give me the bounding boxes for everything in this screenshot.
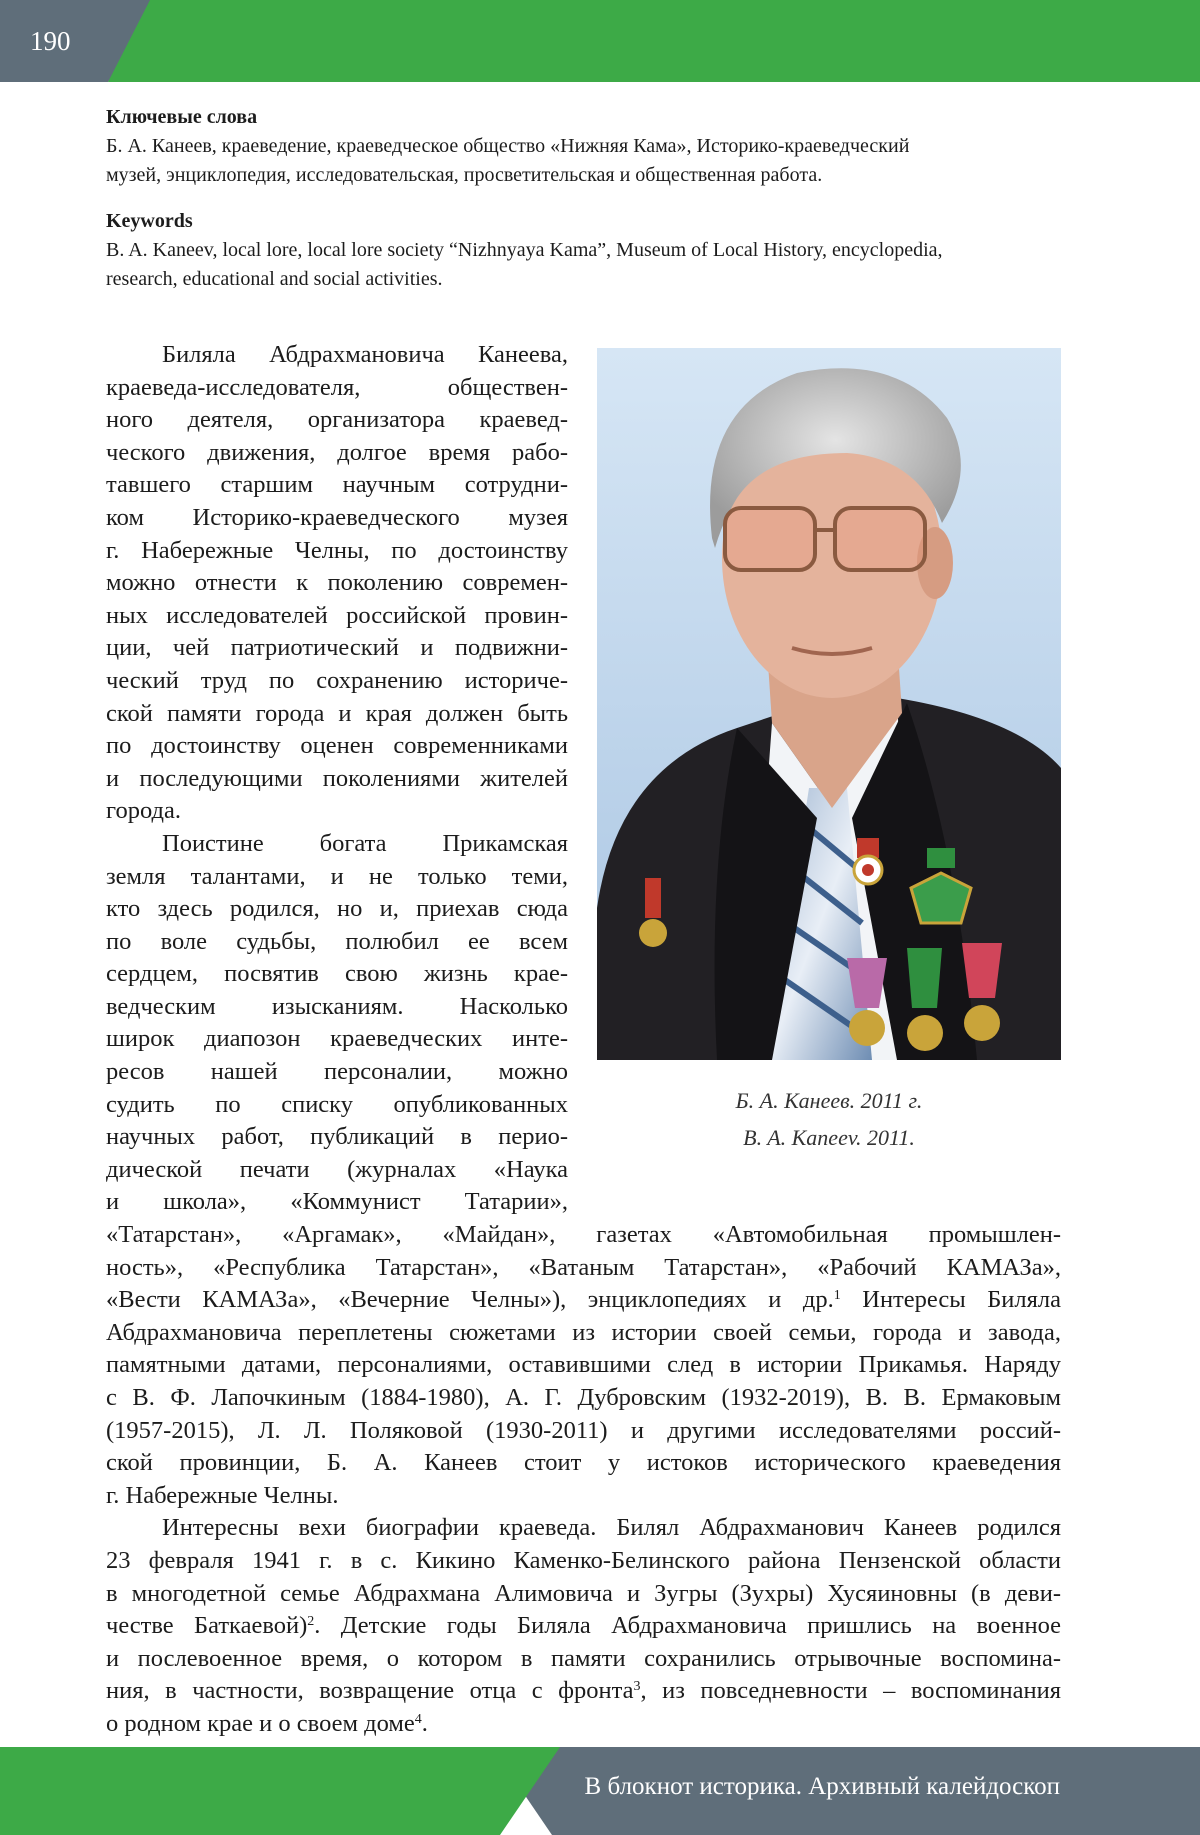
body-line (106, 1284, 1061, 1317)
body-line: и последующими поколениями жителей (106, 764, 568, 792)
body-fragment: честве Баткаевой) (106, 1612, 308, 1640)
body-line: Абдрахмановича переплетены сюжетами из истории своей семьи, города и завода, (106, 1318, 1061, 1346)
body-line: научных работ, публикаций в перио- (106, 1123, 568, 1151)
body-line: по достоинству оценен современниками (106, 732, 568, 760)
body-line: широк диапозон краеведческих инте- (106, 1025, 568, 1053)
body-line: г. Набережные Челны. (106, 1481, 339, 1509)
header-green-bar (108, 0, 1200, 82)
keywords-en-line: research, educational and social activities. (106, 268, 443, 290)
body-line: ком Историко-краеведческого музея (106, 503, 568, 531)
body-fragment: о родном крае и о своем доме (106, 1709, 415, 1737)
body-line: ного деятеля, организатора краевед- (106, 406, 568, 434)
footnote-ref[interactable]: 1 (833, 1288, 841, 1304)
body-line: ской провинции, Б. А. Канеев стоит у истоков исторического краеведения (106, 1449, 1061, 1477)
body-line: ческий труд по сохранению историче- (106, 666, 568, 694)
body-line: (1957-2015), Л. Л. Поляковой (1930-2011) и другими исследователями россий- (106, 1416, 1061, 1444)
keywords-ru-heading: Ключевые слова (106, 106, 258, 128)
photo-caption-en: B. A. Kaneev. 2011. (743, 1125, 915, 1150)
body-line: можно отнести к поколению современ- (106, 569, 568, 597)
body-fragment: ния, в частности, возвращение отца с фронта (106, 1677, 634, 1705)
body-line: Биляла Абдрахмановича Канеева, (162, 341, 568, 368)
body-line: и школа», «Коммунист Татарии», (106, 1188, 568, 1216)
body-line: дической печати (журналах «Наука (106, 1155, 568, 1183)
body-line: судить по списку опубликованных (106, 1090, 568, 1118)
portrait-photo (597, 348, 1061, 1060)
footnote-ref[interactable]: 4 (414, 1711, 422, 1727)
keywords-en-line: B. A. Kaneev, local lore, local lore society “Nizhnyaya Kama”, Museum of Local History, encyclopedia, (106, 239, 943, 261)
footnote-ref[interactable]: 2 (307, 1614, 315, 1630)
body-line: кто здесь родился, но и, приехав сюда (106, 895, 568, 923)
body-line: в многодетной семье Абдрахмана Алимовича и Зугры (Зухры) Хусяиновны (в деви- (106, 1579, 1061, 1607)
body-line: сердцем, посвятив свою жизнь крае- (106, 960, 568, 988)
body-fragment: «Вести КАМАЗа», «Вечерние Челны»), энциклопедиях и др. (106, 1286, 834, 1314)
keywords-en-block (106, 207, 1062, 294)
body-line: тавшего старшим научным сотрудни- (106, 471, 568, 499)
portrait-illustration (597, 348, 1061, 1060)
body-line: памятными датами, персоналиями, оставившими след в истории Прикамья. Наряду (106, 1351, 1061, 1379)
body-line: ской памяти города и края должен быть (106, 699, 568, 727)
body-line: ность», «Республика Татарстан», «Ватаным Татарстан», «Рабочий КАМАЗа», (106, 1253, 1061, 1281)
body-line (106, 1708, 1061, 1741)
body-line: по воле судьбы, полюбил ее всем (106, 927, 568, 955)
keywords-ru-line: Б. А. Канеев, краеведение, краеведческое общество «Нижняя Кама», Историко-краеведческий (106, 135, 910, 157)
body-fragment: , из повседневности – воспоминания (640, 1677, 1061, 1705)
body-line: краеведа-исследователя, обществен- (106, 373, 568, 401)
body-line: ресов нашей персоналии, можно (106, 1058, 568, 1086)
footer-section-title: В блокнот историка. Архивный калейдоскоп (584, 1773, 1060, 1800)
body-line: ных исследователей российской провин- (106, 601, 568, 629)
body-line: и послевоенное время, о котором в памяти сохранились отрывочные воспомина- (106, 1644, 1061, 1672)
body-line: ческого движения, долгое время рабо- (106, 438, 568, 466)
photo-caption-ru: Б. А. Канеев. 2011 г. (735, 1088, 923, 1113)
page-number: 190 (30, 26, 71, 56)
body-line: земля талантами, и не только теми, (106, 862, 568, 890)
keywords-en-heading: Keywords (106, 210, 193, 232)
body-wide-column (106, 1219, 1061, 1741)
footnote-ref[interactable]: 3 (633, 1679, 641, 1695)
body-line: г. Набережные Челны, по достоинству (106, 536, 568, 564)
body-line: Поистине богата Прикамская (162, 829, 568, 857)
body-fragment: Интересы Биляла (862, 1286, 1061, 1314)
keywords-ru-line: музей, энциклопедия, исследовательская, просветительская и общественная работа. (106, 164, 823, 186)
body-line: 23 февраля 1941 г. в с. Кикино Каменко-Белинского района Пензенской области (106, 1546, 1061, 1574)
body-line: Интересны вехи биографии краеведа. Билял Абдрахманович Канеев родился (162, 1514, 1061, 1542)
body-fragment: . Детские годы Биляла Абдрахмановича пришлись на военное (314, 1612, 1062, 1640)
body-line: «Татарстан», «Аргамак», «Майдан», газетах «Автомобильная промышлен- (106, 1221, 1061, 1249)
body-line (106, 1675, 1061, 1708)
body-fragment: . (421, 1709, 428, 1737)
footer-green-bar (0, 1747, 560, 1835)
body-line: с В. Ф. Лапочкиным (1884-1980), А. Г. Дубровским (1932-2019), В. В. Ермаковым (106, 1384, 1061, 1411)
body-line: ведческим изысканиям. Насколько (106, 992, 568, 1020)
body-line: города. (106, 797, 181, 825)
keywords-ru-block (106, 103, 1062, 190)
body-line (106, 1610, 1061, 1643)
body-line: ции, чей патриотический и подвижни- (106, 634, 568, 662)
